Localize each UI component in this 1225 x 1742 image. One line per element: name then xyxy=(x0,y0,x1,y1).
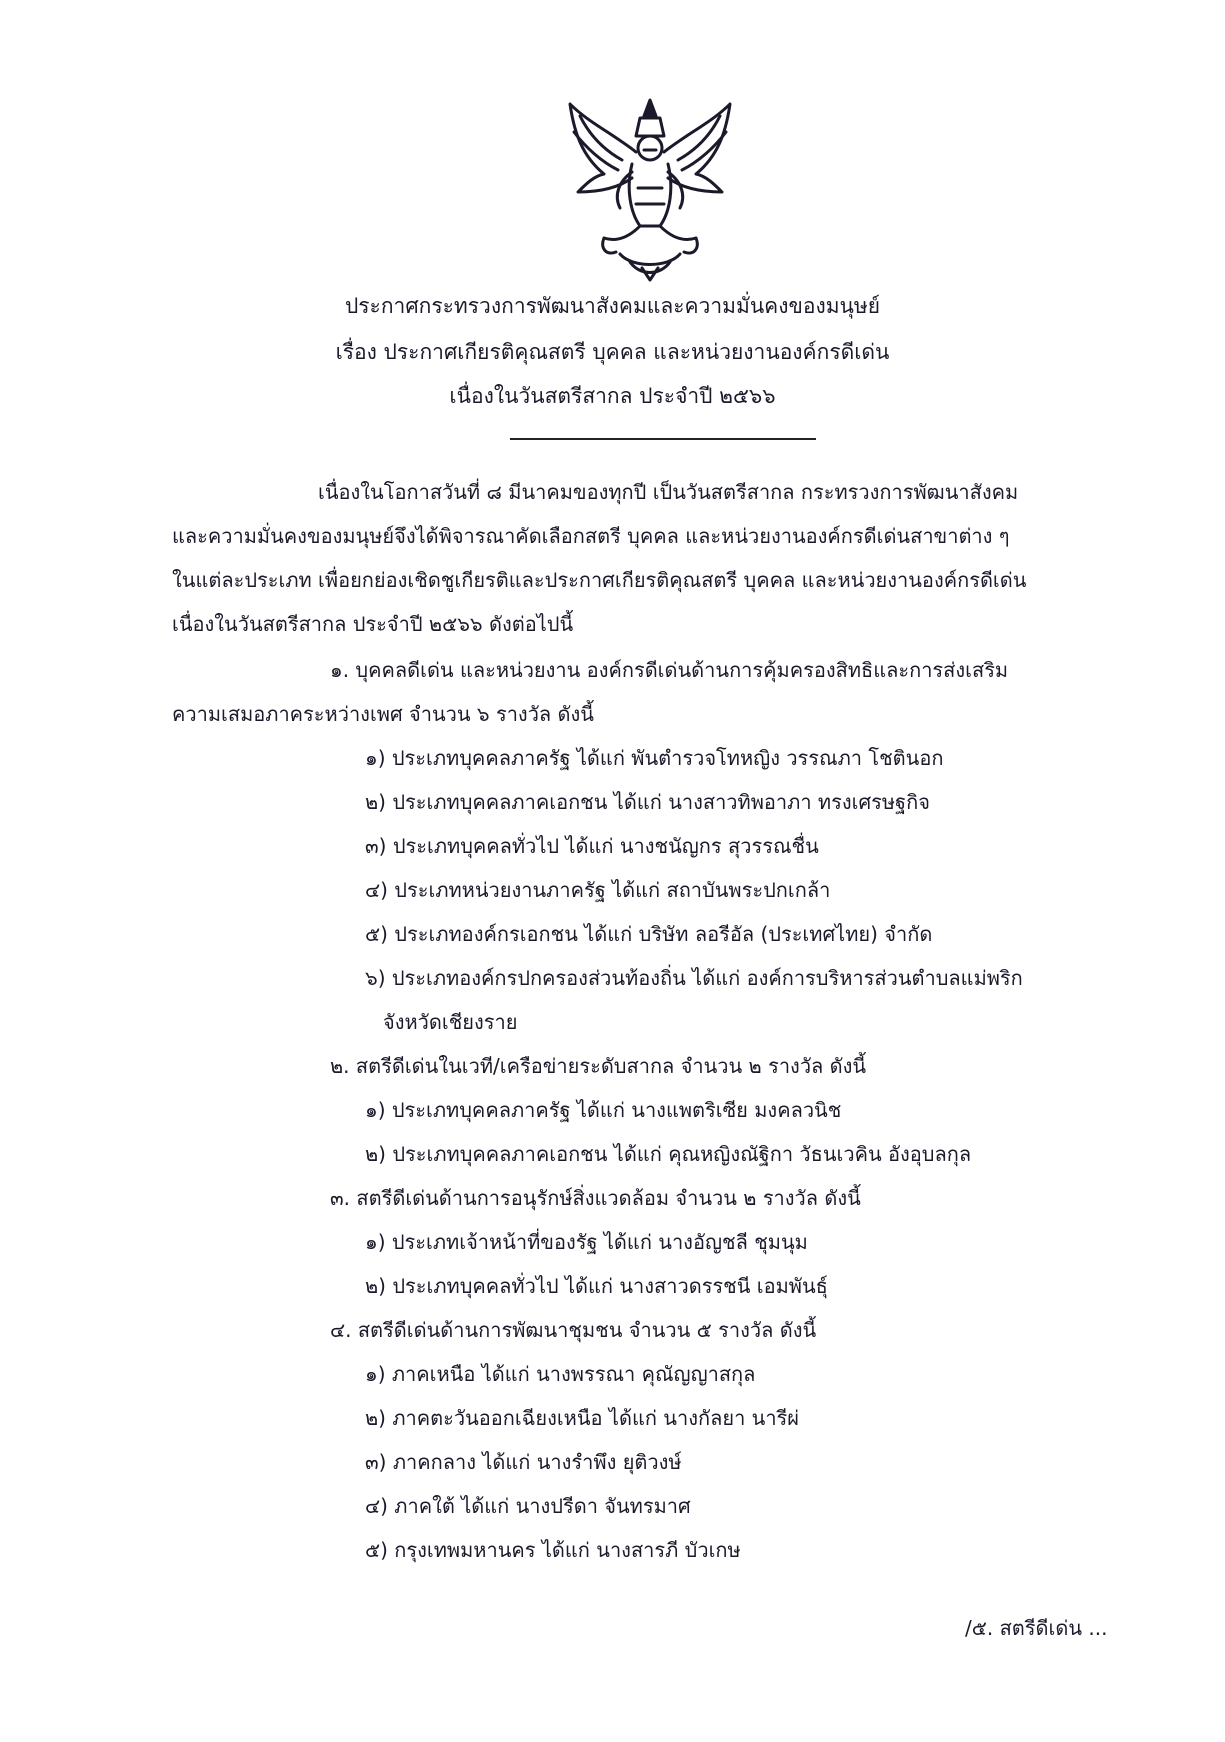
list-item: ๕) กรุงเทพมหานคร ได้แก่ นางสารภี บัวเกษ xyxy=(365,1538,741,1562)
list-item: ๔) ภาคใต้ ได้แก่ นางปรีดา จันทรมาศ xyxy=(365,1494,691,1518)
list-item: ๑) ประเภทบุคคลภาครัฐ ได้แก่ พันตำรวจโทหญิง วรรณภา โชตินอก xyxy=(365,746,944,770)
garuda-emblem-icon xyxy=(560,92,740,282)
list-item: ๕) ประเภทองค์กรเอกชน ได้แก่ บริษัท ลอรีอัล (ประเทศไทย) จำกัด xyxy=(365,922,933,946)
section4-heading: ๔. สตรีดีเด่นด้านการพัฒนาชุมชน จำนวน ๕ รางวัล ดังนี้ xyxy=(330,1318,817,1342)
section3-heading: ๓. สตรีดีเด่นด้านการอนุรักษ์สิ่งแวดล้อม จำนวน ๒ รางวัล ดังนี้ xyxy=(330,1186,861,1210)
list-item: ๖) ประเภทองค์กรปกครองส่วนท้องถิ่น ได้แก่ องค์การบริหารส่วนตำบลแม่พริก xyxy=(365,966,1023,990)
list-item: ๒) ประเภทบุคคลภาคเอกชน ได้แก่ นางสาวทิพอาภา ทรงเศรษฐกิจ xyxy=(365,790,930,814)
section1-heading-cont: ความเสมอภาคระหว่างเพศ จำนวน ๖ รางวัล ดังนี้ xyxy=(172,702,594,726)
title-divider xyxy=(510,438,816,440)
announcement-title: ประกาศกระทรวงการพัฒนาสังคมและความมั่นคงของมนุษย์ xyxy=(344,294,881,318)
intro-line: ในแต่ละประเภท เพื่อยกย่องเชิดชูเกียรติและประกาศเกียรติคุณสตรี บุคคล และหน่วยงานองค์กรดีเด่น xyxy=(172,568,1027,592)
list-item: ๑) ภาคเหนือ ได้แก่ นางพรรณา คุณัญญาสกุล xyxy=(365,1362,756,1386)
announcement-occasion: เนื่องในวันสตรีสากล ประจำปี ๒๕๖๖ xyxy=(449,384,776,408)
list-item: ๓) ประเภทบุคคลทั่วไป ได้แก่ นางชนัญกร สุวรรณชื่น xyxy=(365,834,819,858)
list-item: ๑) ประเภทบุคคลภาครัฐ ได้แก่ นางแพตริเซีย มงคลวนิช xyxy=(365,1098,842,1122)
list-item: ๒) ประเภทบุคคลภาคเอกชน ได้แก่ คุณหญิงณัฐิกา วัธนเวคิน อังอุบลกุล xyxy=(365,1142,972,1166)
continuation-marker: /๕. สตรีดีเด่น ... xyxy=(965,1616,1108,1640)
list-item: ๒) ภาคตะวันออกเฉียงเหนือ ได้แก่ นางกัลยา นารีผ่ xyxy=(365,1406,800,1430)
list-item: ๑) ประเภทเจ้าหน้าที่ของรัฐ ได้แก่ นางอัญชลี ชุมนุม xyxy=(365,1230,808,1254)
intro-line: เนื่องในโอกาสวันที่ ๘ มีนาคมของทุกปี เป็นวันสตรีสากล กระทรวงการพัฒนาสังคม xyxy=(318,480,1019,504)
list-item: ๒) ประเภทบุคคลทั่วไป ได้แก่ นางสาวดรรชนี เอมพันธุ์ xyxy=(365,1274,828,1298)
section1-heading: ๑. บุคคลดีเด่น และหน่วยงาน องค์กรดีเด่นด้านการคุ้มครองสิทธิและการส่งเสริม xyxy=(330,658,1009,682)
list-item-cont: จังหวัดเชียงราย xyxy=(383,1010,518,1034)
intro-line: และความมั่นคงของมนุษย์จึงได้พิจารณาคัดเลือกสตรี บุคคล และหน่วยงานองค์กรดีเด่นสาขาต่าง ๆ xyxy=(172,524,1010,548)
section2-heading: ๒. สตรีดีเด่นในเวที/เครือข่ายระดับสากล จำนวน ๒ รางวัล ดังนี้ xyxy=(330,1054,867,1078)
list-item: ๔) ประเภทหน่วยงานภาครัฐ ได้แก่ สถาบันพระปกเกล้า xyxy=(365,878,831,902)
announcement-subject: เรื่อง ประกาศเกียรติคุณสตรี บุคคล และหน่วยงานองค์กรดีเด่น xyxy=(335,340,890,364)
intro-line: เนื่องในวันสตรีสากล ประจำปี ๒๕๖๖ ดังต่อไปนี้ xyxy=(172,612,574,636)
list-item: ๓) ภาคกลาง ได้แก่ นางรำพึง ยุติวงษ์ xyxy=(365,1450,682,1474)
